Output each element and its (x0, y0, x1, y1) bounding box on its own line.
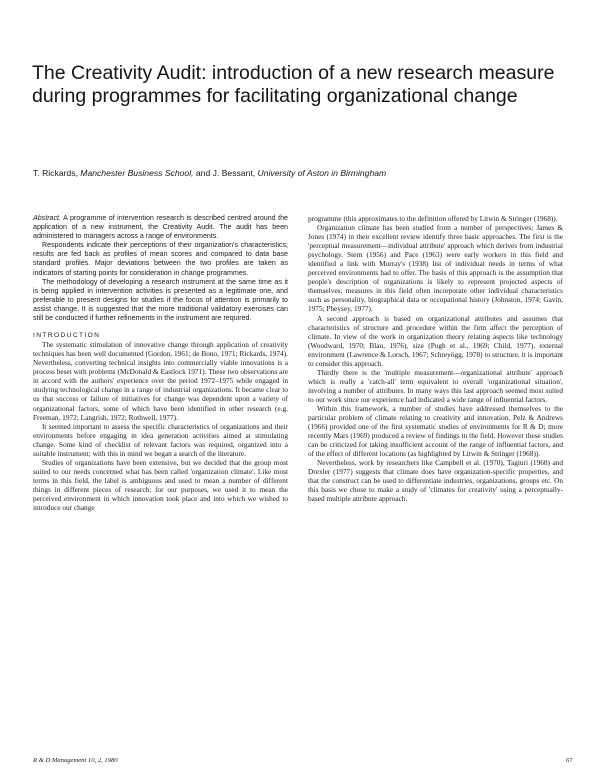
right-paragraph-1: Organization climate has been studied from a number of perspectives; James & Jones (1974) in their excellent review identify three basic approaches. The first is the 'perceptual measurement—individual attribute' approach which derives from industrial psychology. Stern (1956) and Pace (1963) were early workers in this field and identified a link with Murray's (1938) list of individual needs in terms of what perceived environments had to offer. The basis of this approach is the assumption that people's description of organizations is likely to represent projected aspects of themselves; measures in this field often incorporate other individual characteristics such as personality, biographical data or occupational history (Johnston, 1974; Gavin, 1975; Pheysey, 1977). (308, 223, 563, 314)
right-paragraph-4: Within this framework, a number of studies have addressed themselves to the particular problem of climate relating to creativity and innovation. Pelz & Andrews (1966) provided one of the first systematic studies of environments for R & D; more recently Mars (1969) produced a review of findings in the field. However these studies can be criticized for taking insufficient account of the range of influential factors, and of the effect of different locations (as highlighted by Litwin & Stringer (1968)). (308, 403, 563, 459)
abstract (33, 214, 288, 323)
right-column (308, 214, 563, 504)
author-bessant: and J. Bessant, (195, 168, 256, 178)
intro-paragraph-1: The systematic stimulation of innovative change through application of creativity techniques has been well documented (Gordon, 1961; de Bono, 1971; Rickards, 1974). Nevertheless, converting technical insights into commercially viable innovations is a process beset with problems (McDonald & Eastlock 1971). These two observations are in accord with the authors' experience over the period 1972–1975 while engaged in studying technological change in a range of industrial organizations. It became clear to us that success or failure of initiatives for change was dependent upon a variety of organizational factors, some of which have been identified in other research (e.g. Freeman, 1972; Langrish, 1972; Rothwell, 1977). (33, 340, 288, 422)
left-column (33, 214, 288, 512)
paper-title: The Creativity Audit: introduction of a new research measure during programmes for facilitating organizational change (32, 62, 555, 107)
abstract-paragraph-2: Respondents indicate their perceptions of their organization's characteristics; results are fed back as profiles of mean scores and compared to data base standard profiles. Major deviations between the two profiles are taken as indicators of starting points for consideration in change programmes. (33, 241, 288, 277)
right-paragraph-0: programme (this approximates to the definition offered by Litwin & Stringer (1968)). (308, 214, 558, 223)
abstract-paragraph-3: The methodology of developing a research instrument at the same time as it is being applied in intervention activities is presented as a legitimate one, and preferable to present designs for studies if the focus of attention is primarily to assist change. It is suggested that the more traditional validatory exercises can still be conducted if further refinements in the instrument are required. (33, 277, 288, 323)
right-paragraph-3: Thirdly there is the 'multiple measurement—organizational attribute' approach which is really a 'catch-all' term equivalent to overall 'organizational situation', involving a number of attributes. In many ways this last approach seemed most suited to our work since our experience had indicated a wide range of influential factors. (308, 367, 563, 404)
intro-paragraph-2: It seemed important to assess the specific characteristics of organizations and their environments before engaging in idea generation activities aimed at stimulating change. Some kind of checklist of relevant factors was required, organized into a suitable instrument; with this in mind we began a search of the literature. (33, 421, 288, 458)
right-paragraph-2: A second approach is based on organizational attributes and assumes that characteristics of structure and procedure within the firm affect the perception of climate. In view of the work in organization theory relating aspects like technology (Woodward, 1970; Blau, 1976), size (Pugh et al., 1969; Child, 1977), external environment (Lawrence & Lorsch, 1967; Schreyögg, 1978) to structure, it is important to consider this approach. (308, 313, 563, 368)
page-number: 67 (566, 757, 573, 764)
section-heading-introduction: INTRODUCTION (33, 332, 101, 340)
affiliation-manchester: Manchester Business School, (80, 168, 194, 178)
intro-paragraph-3: Studies of organizations have been extensive, but we decided that the group most suited to our needs concerned what has been called 'organization climate'. Like most terms in this field, the label is ambiguous and used to mean a number of different things in different pieces of research; for our purposes, we used it to mean the perceived environment in which innovation took place and into which we wished to introduce our change (33, 457, 288, 513)
abstract-label: Abstract. (33, 214, 61, 222)
right-paragraph-5: Nevertheless, work by researchers like Campbell et al. (1970), Tagiuri (1968) and Drexler (1977) suggests that climate does have organization-specific properties, and that the construct can be used to differentiate industries, organizations, groups etc. On this basis we chose to make a study of 'climates for creativity' using a perceptually-based multiple attribute approach. (308, 458, 563, 504)
abstract-paragraph-1: Abstract. A programme of intervention research is described centred around the application of a new instrument, the Creativity Audit. The audit has been administered to managers across a range of environments. (33, 214, 288, 241)
affiliation-aston: University of Aston in Birmingham (257, 168, 387, 178)
author-line (33, 168, 573, 179)
journal-footer: R & D Management 10, 2, 1980 (33, 757, 118, 764)
author-rickards: T. Rickards, (33, 168, 78, 178)
